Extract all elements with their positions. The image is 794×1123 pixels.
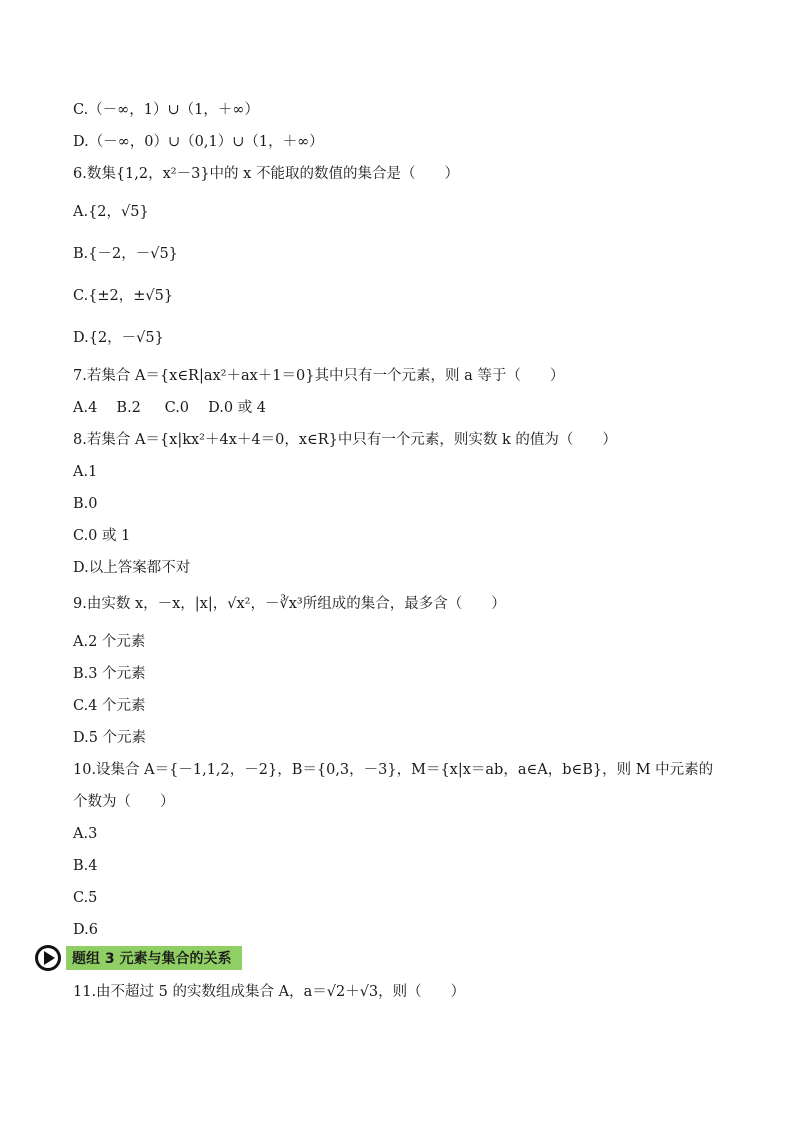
q6-option-b: B.{－2，－√5} bbox=[73, 246, 178, 262]
q9-option-d: D.5 个元素 bbox=[73, 730, 147, 746]
section-banner bbox=[34, 944, 242, 972]
q7-options: A.4 B.2 C.0 D.0 或 4 bbox=[73, 400, 267, 416]
question-10-cont: 个数为（ ） bbox=[73, 794, 175, 810]
section-title: 题组 3 元素与集合的关系 bbox=[66, 946, 242, 970]
q10-option-c: C.5 bbox=[73, 890, 98, 906]
question-11: 11.由不超过 5 的实数组成集合 A，a＝√2＋√3，则（ ） bbox=[73, 984, 466, 1000]
q8-option-d: D.以上答案都不对 bbox=[73, 560, 191, 576]
question-8: 8.若集合 A＝{x|kx²＋4x＋4＝0，x∈R}中只有一个元素，则实数 k 的值为（ ） bbox=[73, 432, 617, 448]
q9-option-c: C.4 个元素 bbox=[73, 698, 146, 714]
q6-option-d: D.{2，－√5} bbox=[73, 330, 164, 346]
play-arrow-icon bbox=[34, 944, 62, 972]
q10-option-a: A.3 bbox=[73, 826, 98, 842]
q6-option-c: C.{±2，±√5} bbox=[73, 288, 174, 304]
q8-option-a: A.1 bbox=[73, 464, 98, 480]
q10-option-b: B.4 bbox=[73, 858, 98, 874]
question-9: 9.由实数 x，－x，|x|，√x²，－∛x³所组成的集合，最多含（ ） bbox=[73, 596, 506, 612]
question-6: 6.数集{1,2，x²－3}中的 x 不能取的数值的集合是（ ） bbox=[73, 166, 459, 182]
q9-option-a: A.2 个元素 bbox=[73, 634, 146, 650]
q6-option-a: A.{2，√5} bbox=[73, 204, 149, 220]
q9-option-b: B.3 个元素 bbox=[73, 666, 146, 682]
line-2: D.（－∞，0）∪（0,1）∪（1，＋∞） bbox=[73, 134, 324, 150]
q8-option-b: B.0 bbox=[73, 496, 98, 512]
question-7: 7.若集合 A＝{x∈R|ax²＋ax＋1＝0}其中只有一个元素，则 a 等于（ ） bbox=[73, 368, 565, 384]
q8-option-c: C.0 或 1 bbox=[73, 528, 131, 544]
line-1: C.（－∞，1）∪（1，＋∞） bbox=[73, 102, 259, 118]
q10-option-d: D.6 bbox=[73, 922, 98, 938]
question-10: 10.设集合 A＝{－1,1,2，－2}，B＝{0,3，－3}，M＝{x|x＝ab，a∈A，b∈B}，则 M 中元素的 bbox=[73, 762, 714, 778]
